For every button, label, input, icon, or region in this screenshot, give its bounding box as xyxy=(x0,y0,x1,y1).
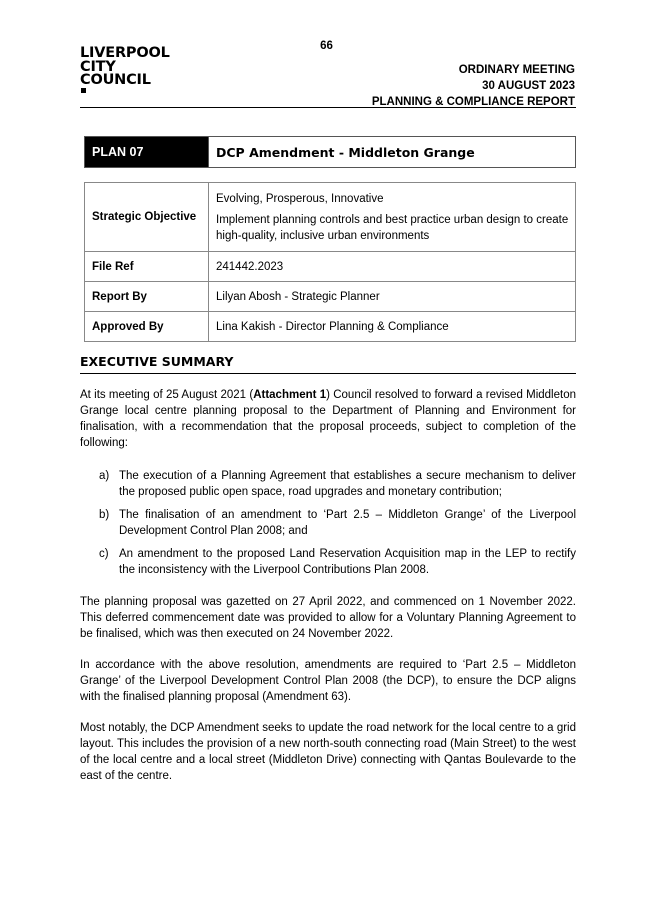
council-logo xyxy=(80,47,170,93)
report-type: PLANNING & COMPLIANCE REPORT xyxy=(371,96,575,108)
table-row xyxy=(85,252,576,282)
heading-underline xyxy=(80,373,576,374)
list-item-text: The execution of a Planning Agreement that establishes a secure mechanism to deliver the proposed public open space, road upgrades and monetary contribution; xyxy=(119,470,576,498)
table-row xyxy=(85,282,576,312)
list-marker: b) xyxy=(99,509,110,521)
file-ref-label: File Ref xyxy=(85,252,209,282)
plan-code: PLAN 07 xyxy=(85,137,209,168)
intro-text-end: ) Council resolved to forward a revised Middleton Grange local centre planning proposal to the Department of Planning and Environment for finalisation, with a recommendation that the proposal proceeds, subject to completion of the following: xyxy=(80,389,576,449)
strategic-objective-line-1: Evolving, Prosperous, Innovative xyxy=(216,192,384,205)
resolution-paragraph: In accordance with the above resolution, amendments are required to ‘Part 2.5 – Middleton Grange’ of the Liverpool Development Control Plan 2008 (the DCP), to ensure the DCP aligns with the finalised planning proposal (Amendment 63). xyxy=(80,659,576,703)
list-marker: a) xyxy=(99,470,110,482)
header-divider xyxy=(80,107,576,108)
logo-line-3: COUNCIL xyxy=(80,74,170,93)
file-ref-value: 241442.2023 xyxy=(209,252,576,282)
list-item-text: The finalisation of an amendment to ‘Part 2.5 – Middleton Grange’ of the Liverpool Development Control Plan 2008; and xyxy=(119,509,576,537)
approved-by-label: Approved By xyxy=(85,312,209,342)
plan-title-table xyxy=(84,136,576,168)
meeting-type: ORDINARY MEETING xyxy=(458,64,575,76)
plan-title: DCP Amendment - Middleton Grange xyxy=(209,137,576,168)
road-network-paragraph: Most notably, the DCP Amendment seeks to update the road network for the local centre to a grid layout. This includes the provision of a new north-south connecting road (Main Street) to the west of the local centre and a local street (Middleton Drive) connecting with Qantas Boulevarde to the east of the centre. xyxy=(80,722,576,782)
strategic-objective-line-2: Implement planning controls and best practice urban design to create high-quality, inclusive urban environments xyxy=(216,213,569,242)
strategic-objective-label: Strategic Objective xyxy=(85,183,209,252)
list-item xyxy=(99,546,576,578)
executive-summary-heading: EXECUTIVE SUMMARY xyxy=(80,354,234,369)
strategic-objective-value xyxy=(209,183,576,252)
page-number: 66 xyxy=(320,40,333,52)
meeting-header xyxy=(372,62,575,110)
attachment-reference: Attachment 1 xyxy=(253,389,327,401)
meeting-date: 30 AUGUST 2023 xyxy=(482,80,575,92)
list-item xyxy=(99,507,576,539)
report-info-table xyxy=(84,182,576,342)
list-item xyxy=(99,468,576,500)
table-row xyxy=(85,183,576,252)
summary-intro-paragraph xyxy=(80,387,576,451)
approved-by-value: Lina Kakish - Director Planning & Compliance xyxy=(209,312,576,342)
report-by-label: Report By xyxy=(85,282,209,312)
logo-dot-icon xyxy=(81,88,86,93)
logo-line-2: CITY xyxy=(80,58,116,75)
logo-line-1: LIVERPOOL xyxy=(80,45,170,61)
list-item-text: An amendment to the proposed Land Reservation Acquisition map in the LEP to rectify the inconsistency with the Liverpool Contributions Plan 2008. xyxy=(119,548,576,576)
gazettal-paragraph: The planning proposal was gazetted on 27 April 2022, and commenced on 1 November 2022. This deferred commencement date was provided to allow for a Voluntary Planning Agreement to be finalised, which was then executed on 24 November 2022. xyxy=(80,596,576,640)
intro-text-start: At its meeting of 25 August 2021 ( xyxy=(80,389,254,401)
table-row xyxy=(85,312,576,342)
report-by-value: Lilyan Abosh - Strategic Planner xyxy=(209,282,576,312)
list-marker: c) xyxy=(99,548,109,560)
